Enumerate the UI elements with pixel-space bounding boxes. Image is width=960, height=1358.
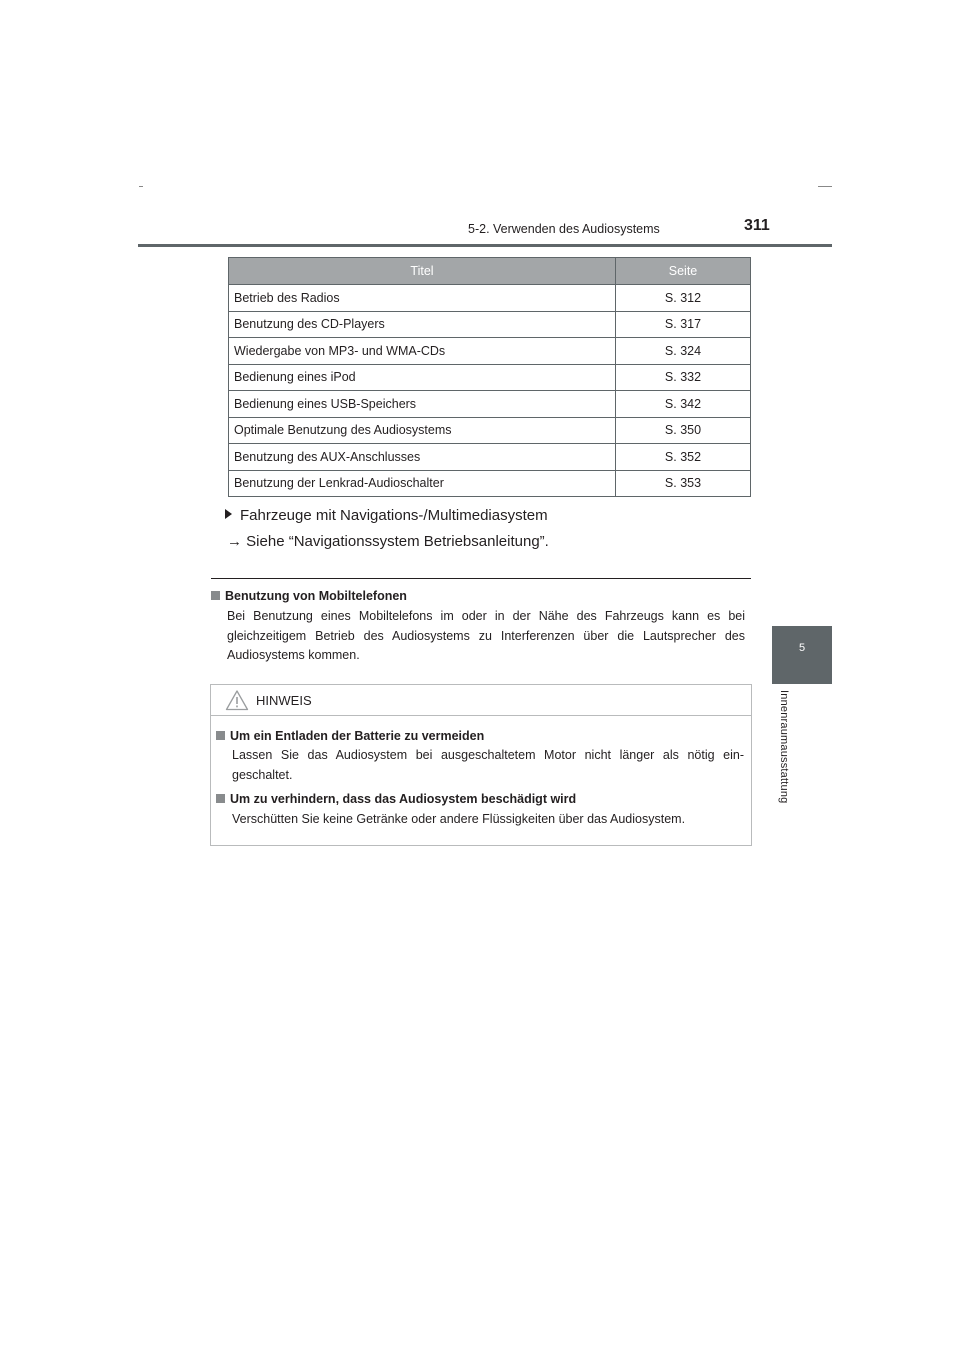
toc-row-page[interactable]: S. 324 [616, 338, 751, 365]
table-row[interactable] [229, 444, 751, 471]
table-row[interactable] [229, 417, 751, 444]
toc-row-page[interactable]: S. 353 [616, 470, 751, 497]
toc-header-title: Titel [229, 258, 616, 285]
toc-row-title: Bedienung eines iPod [229, 364, 616, 391]
chapter-tab[interactable] [772, 626, 832, 684]
variant-text: Fahrzeuge mit Navigations-/Multimediasystem [240, 507, 548, 524]
table-row[interactable] [229, 311, 751, 338]
toc-table [228, 257, 751, 497]
toc-row-title: Benutzung der Lenkrad-Audioschalter [229, 470, 616, 497]
toc-header-page: Seite [616, 258, 751, 285]
toc-row-page[interactable]: S. 350 [616, 417, 751, 444]
square-bullet-icon [216, 794, 225, 803]
notice-item-body: Verschütten Sie keine Getränke oder andere Flüssigkeiten über das Audiosystem. [232, 812, 686, 826]
table-row[interactable] [229, 364, 751, 391]
crop-mark-left [139, 186, 143, 187]
toc-row-title: Betrieb des Radios [229, 285, 616, 312]
section-divider [211, 578, 751, 579]
toc-header-row [229, 258, 751, 285]
square-bullet-icon [211, 591, 220, 600]
square-bullet-icon [216, 731, 225, 740]
page-number: 311 [744, 217, 770, 234]
warning-triangle-icon [225, 689, 249, 711]
notice-header [211, 685, 751, 716]
toc-row-page[interactable]: S. 332 [616, 364, 751, 391]
table-row[interactable] [229, 391, 751, 418]
chapter-label-text: Innenraumausstattung [778, 690, 790, 804]
mobile-section-heading [211, 589, 407, 603]
table-row[interactable] [229, 470, 751, 497]
toc-row-title: Wiedergabe von MP3- und WMA-CDs [229, 338, 616, 365]
crop-mark-right [818, 186, 832, 187]
mobile-heading-text: Benutzung von Mobiltelefonen [225, 589, 407, 603]
notice-item-heading [216, 792, 576, 806]
notice-item-body: Lassen Sie das Audiosystem bei ausgeschaltetem Motor nicht länger als nötig ein-geschaltet. [232, 748, 744, 782]
toc-row-page[interactable]: S. 342 [616, 391, 751, 418]
mobile-section-body: Bei Benutzung eines Mobiltelefons im oder in der Nähe des Fahrzeugs kann es bei gleichzeitigem Betrieb des Audiosystems zu Interferenzen über die Lautsprecher des Audiosystems kommen. [227, 609, 745, 662]
toc-row-page[interactable]: S. 312 [616, 285, 751, 312]
header-rule [138, 244, 832, 247]
notice-item-heading-text: Um ein Entladen der Batterie zu vermeiden [230, 729, 485, 743]
chapter-side-label [778, 690, 818, 820]
notice-title: HINWEIS [256, 693, 312, 708]
toc-row-page[interactable]: S. 352 [616, 444, 751, 471]
running-header-section: 5-2. Verwenden des Audiosystems [468, 222, 660, 236]
toc-row-title: Benutzung des CD-Players [229, 311, 616, 338]
triangle-bullet-icon [225, 509, 232, 519]
toc-row-title: Bedienung eines USB-Speichers [229, 391, 616, 418]
table-row[interactable] [229, 285, 751, 312]
notice-item-heading [216, 729, 484, 743]
toc-row-title: Benutzung des AUX-Anschlusses [229, 444, 616, 471]
variant-reference[interactable]: → Siehe “Navigationssystem Betriebsanleitung”. [227, 533, 549, 550]
variant-label [225, 507, 548, 524]
toc-row-page[interactable]: S. 317 [616, 311, 751, 338]
chapter-number: 5 [798, 642, 806, 654]
table-row[interactable] [229, 338, 751, 365]
notice-item-heading-text: Um zu verhindern, dass das Audiosystem beschädigt wird [230, 792, 577, 806]
notice-box [210, 684, 752, 846]
toc-row-title: Optimale Benutzung des Audiosystems [229, 417, 616, 444]
